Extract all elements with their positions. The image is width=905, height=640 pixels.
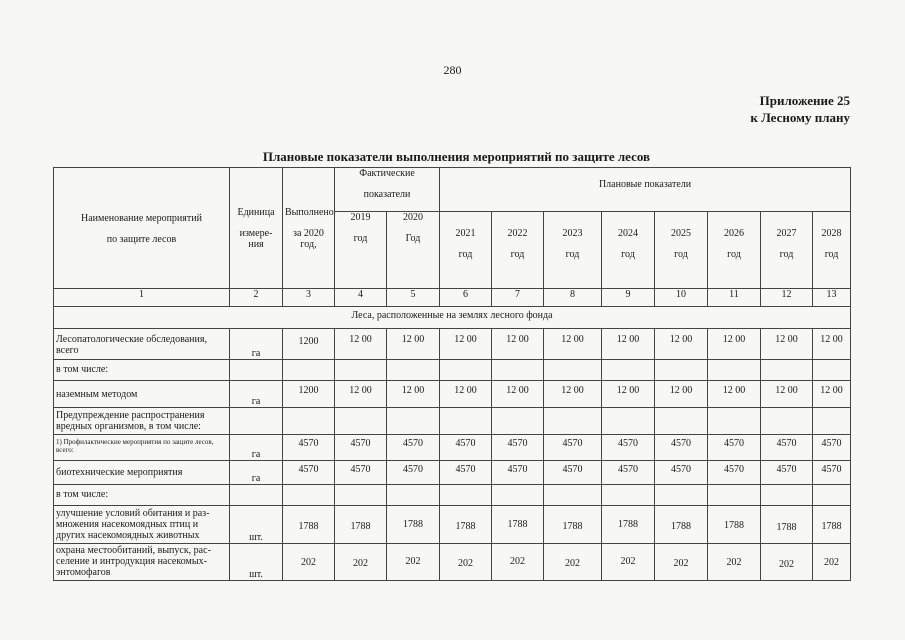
row-value: 12 00 xyxy=(761,329,813,360)
header-fact-line1: Фактические xyxy=(359,168,415,179)
column-number: 10 xyxy=(655,289,708,307)
row-value: 1788 xyxy=(761,506,813,544)
year-label: год xyxy=(779,249,794,260)
year-header xyxy=(387,212,440,289)
row-value: 12 00 xyxy=(544,381,602,408)
row-value: 4570 xyxy=(708,461,761,485)
row-value: 4570 xyxy=(335,435,387,461)
row-name: охрана местообитаний, выпуск, рас-селение и интродукция насекомых-энтомофагов xyxy=(54,544,230,581)
year-value: 2028 xyxy=(821,228,842,239)
year-header xyxy=(813,212,851,289)
year-value: 2024 xyxy=(618,228,638,239)
header-done xyxy=(283,168,335,289)
row-value: 4570 xyxy=(761,461,813,485)
appendix-line2: к Лесному плану xyxy=(750,110,850,125)
column-number: 4 xyxy=(335,289,387,307)
header-fact-line2: показатели xyxy=(363,189,411,200)
section-header: Леса, расположенные на землях лесного фонда xyxy=(54,307,851,329)
header-fact xyxy=(335,168,440,212)
header-done-line1: Выполнено xyxy=(285,206,334,218)
row-value: 4570 xyxy=(655,435,708,461)
row-value: 4570 xyxy=(387,461,440,485)
row-value: 4570 xyxy=(492,435,544,461)
row-name: Предупреждение распространения вредных организмов, в том числе: xyxy=(54,408,230,435)
row-value: 4570 xyxy=(655,461,708,485)
row-value: 202 xyxy=(708,544,761,581)
row-name: биотехнические мероприятия xyxy=(54,461,230,485)
row-value: 12 00 xyxy=(440,329,492,360)
column-number: 1 xyxy=(54,289,230,307)
header-done-line2: за 2020 год, xyxy=(293,227,324,250)
column-number: 8 xyxy=(544,289,602,307)
year-value: 2020 xyxy=(403,212,423,223)
row-value: 202 xyxy=(440,544,492,581)
year-label: Год xyxy=(405,233,421,244)
row-value: 4570 xyxy=(708,435,761,461)
row-value: 4570 xyxy=(335,461,387,485)
row-value: 4570 xyxy=(813,461,851,485)
row-unit: шт. xyxy=(230,506,283,544)
row-value: 12 00 xyxy=(813,329,851,360)
year-label: год xyxy=(621,249,635,260)
year-header xyxy=(335,212,387,289)
row-value: 1788 xyxy=(440,506,492,544)
row-unit: га xyxy=(230,435,283,461)
year-label: год xyxy=(674,249,688,260)
row-value: 4570 xyxy=(440,435,492,461)
row-value: 12 00 xyxy=(335,381,387,408)
table-row xyxy=(54,461,851,485)
year-header xyxy=(708,212,761,289)
year-value: 2021 xyxy=(455,228,476,239)
year-value: 2019 xyxy=(350,212,371,223)
header-unit xyxy=(230,168,283,289)
year-header xyxy=(761,212,813,289)
column-number: 2 xyxy=(230,289,283,307)
measures-table xyxy=(53,167,851,581)
row-value: 4570 xyxy=(544,435,602,461)
column-number: 9 xyxy=(602,289,655,307)
table-row xyxy=(54,485,851,506)
row-value: 4570 xyxy=(602,435,655,461)
row-value: 202 xyxy=(283,544,335,581)
row-value: 4570 xyxy=(813,435,851,461)
row-unit: шт. xyxy=(230,544,283,581)
page-number: 280 xyxy=(443,63,462,77)
appendix-caption xyxy=(750,92,850,126)
row-value: 1788 xyxy=(708,506,761,544)
row-value: 12 00 xyxy=(440,381,492,408)
row-value: 12 00 xyxy=(655,381,708,408)
row-value: 1788 xyxy=(544,506,602,544)
row-value: 1788 xyxy=(602,506,655,544)
header-unit-line2: измере- xyxy=(239,227,273,239)
year-value: 2023 xyxy=(562,228,583,239)
column-number: 12 xyxy=(761,289,813,307)
column-number: 7 xyxy=(492,289,544,307)
row-name: улучшение условий обитания и раз-множения насекомоядных птиц и других насекомоядных животных xyxy=(54,506,230,544)
row-value: 12 00 xyxy=(602,381,655,408)
row-value: 4570 xyxy=(283,435,335,461)
row-value: 1200 xyxy=(283,329,335,360)
column-numbers-row xyxy=(54,289,851,307)
year-label: год xyxy=(565,249,580,260)
year-label: год xyxy=(727,249,741,260)
header-unit-line3: ния xyxy=(248,238,264,250)
row-value: 4570 xyxy=(544,461,602,485)
row-value: 202 xyxy=(813,544,851,581)
row-value: 1788 xyxy=(655,506,708,544)
column-number: 3 xyxy=(283,289,335,307)
row-name: в том числе: xyxy=(54,485,230,506)
column-number: 11 xyxy=(708,289,761,307)
table-row xyxy=(54,381,851,408)
year-value: 2022 xyxy=(507,228,528,239)
row-value: 202 xyxy=(602,544,655,581)
year-value: 2027 xyxy=(776,228,797,239)
row-value: 12 00 xyxy=(387,329,440,360)
row-value: 202 xyxy=(655,544,708,581)
appendix-line1: Приложение 25 xyxy=(759,93,850,108)
row-name: наземным методом xyxy=(54,381,230,408)
year-label: год xyxy=(824,249,839,260)
table-row xyxy=(54,329,851,360)
table-title: Плановые показатели выполнения мероприятий по защите лесов xyxy=(262,149,651,164)
row-value: 4570 xyxy=(761,435,813,461)
year-header xyxy=(440,212,492,289)
row-name: Лесопатологические обследования, всего xyxy=(54,329,230,360)
row-name: 1) Профилактические мероприятия по защите лесов, всего: xyxy=(54,435,230,461)
row-value: 1788 xyxy=(283,506,335,544)
header-name-line2: по защите лесов xyxy=(106,234,177,245)
table-row xyxy=(54,435,851,461)
year-header xyxy=(544,212,602,289)
year-label: год xyxy=(458,249,473,260)
row-value: 12 00 xyxy=(492,381,544,408)
row-value: 202 xyxy=(387,544,440,581)
row-value: 12 00 xyxy=(655,329,708,360)
table-row xyxy=(54,408,851,435)
row-value: 12 00 xyxy=(544,329,602,360)
row-value: 12 00 xyxy=(708,381,761,408)
row-value: 202 xyxy=(544,544,602,581)
column-number: 13 xyxy=(813,289,851,307)
year-label: год xyxy=(510,249,525,260)
header-unit-line1: Единица xyxy=(237,206,275,218)
header-plan: Плановые показатели xyxy=(440,168,851,212)
row-value: 1788 xyxy=(813,506,851,544)
row-value: 1788 xyxy=(492,506,544,544)
row-unit: га xyxy=(230,461,283,485)
table-row xyxy=(54,544,851,581)
row-value: 4570 xyxy=(492,461,544,485)
column-number: 5 xyxy=(387,289,440,307)
row-value: 4570 xyxy=(387,435,440,461)
row-value: 12 00 xyxy=(708,329,761,360)
table-row xyxy=(54,360,851,381)
row-unit: га xyxy=(230,381,283,408)
row-value: 1200 xyxy=(283,381,335,408)
row-unit: га xyxy=(230,329,283,360)
row-value: 12 00 xyxy=(761,381,813,408)
row-value: 12 00 xyxy=(492,329,544,360)
row-value: 1788 xyxy=(387,506,440,544)
row-name: в том числе: xyxy=(54,360,230,381)
year-header xyxy=(602,212,655,289)
year-value: 2026 xyxy=(724,228,744,239)
row-value: 202 xyxy=(335,544,387,581)
row-value: 12 00 xyxy=(387,381,440,408)
header-name-line1: Наименование мероприятий xyxy=(81,213,202,224)
year-label: год xyxy=(353,233,368,244)
year-header xyxy=(492,212,544,289)
row-value: 202 xyxy=(492,544,544,581)
row-value: 12 00 xyxy=(813,381,851,408)
column-number: 6 xyxy=(440,289,492,307)
year-header xyxy=(655,212,708,289)
row-value: 4570 xyxy=(602,461,655,485)
header-name xyxy=(54,168,230,289)
row-value: 12 00 xyxy=(602,329,655,360)
row-value: 4570 xyxy=(283,461,335,485)
row-value: 4570 xyxy=(440,461,492,485)
table-row xyxy=(54,506,851,544)
row-value: 202 xyxy=(761,544,813,581)
row-value: 12 00 xyxy=(335,329,387,360)
year-value: 2025 xyxy=(671,228,691,239)
row-value: 1788 xyxy=(335,506,387,544)
